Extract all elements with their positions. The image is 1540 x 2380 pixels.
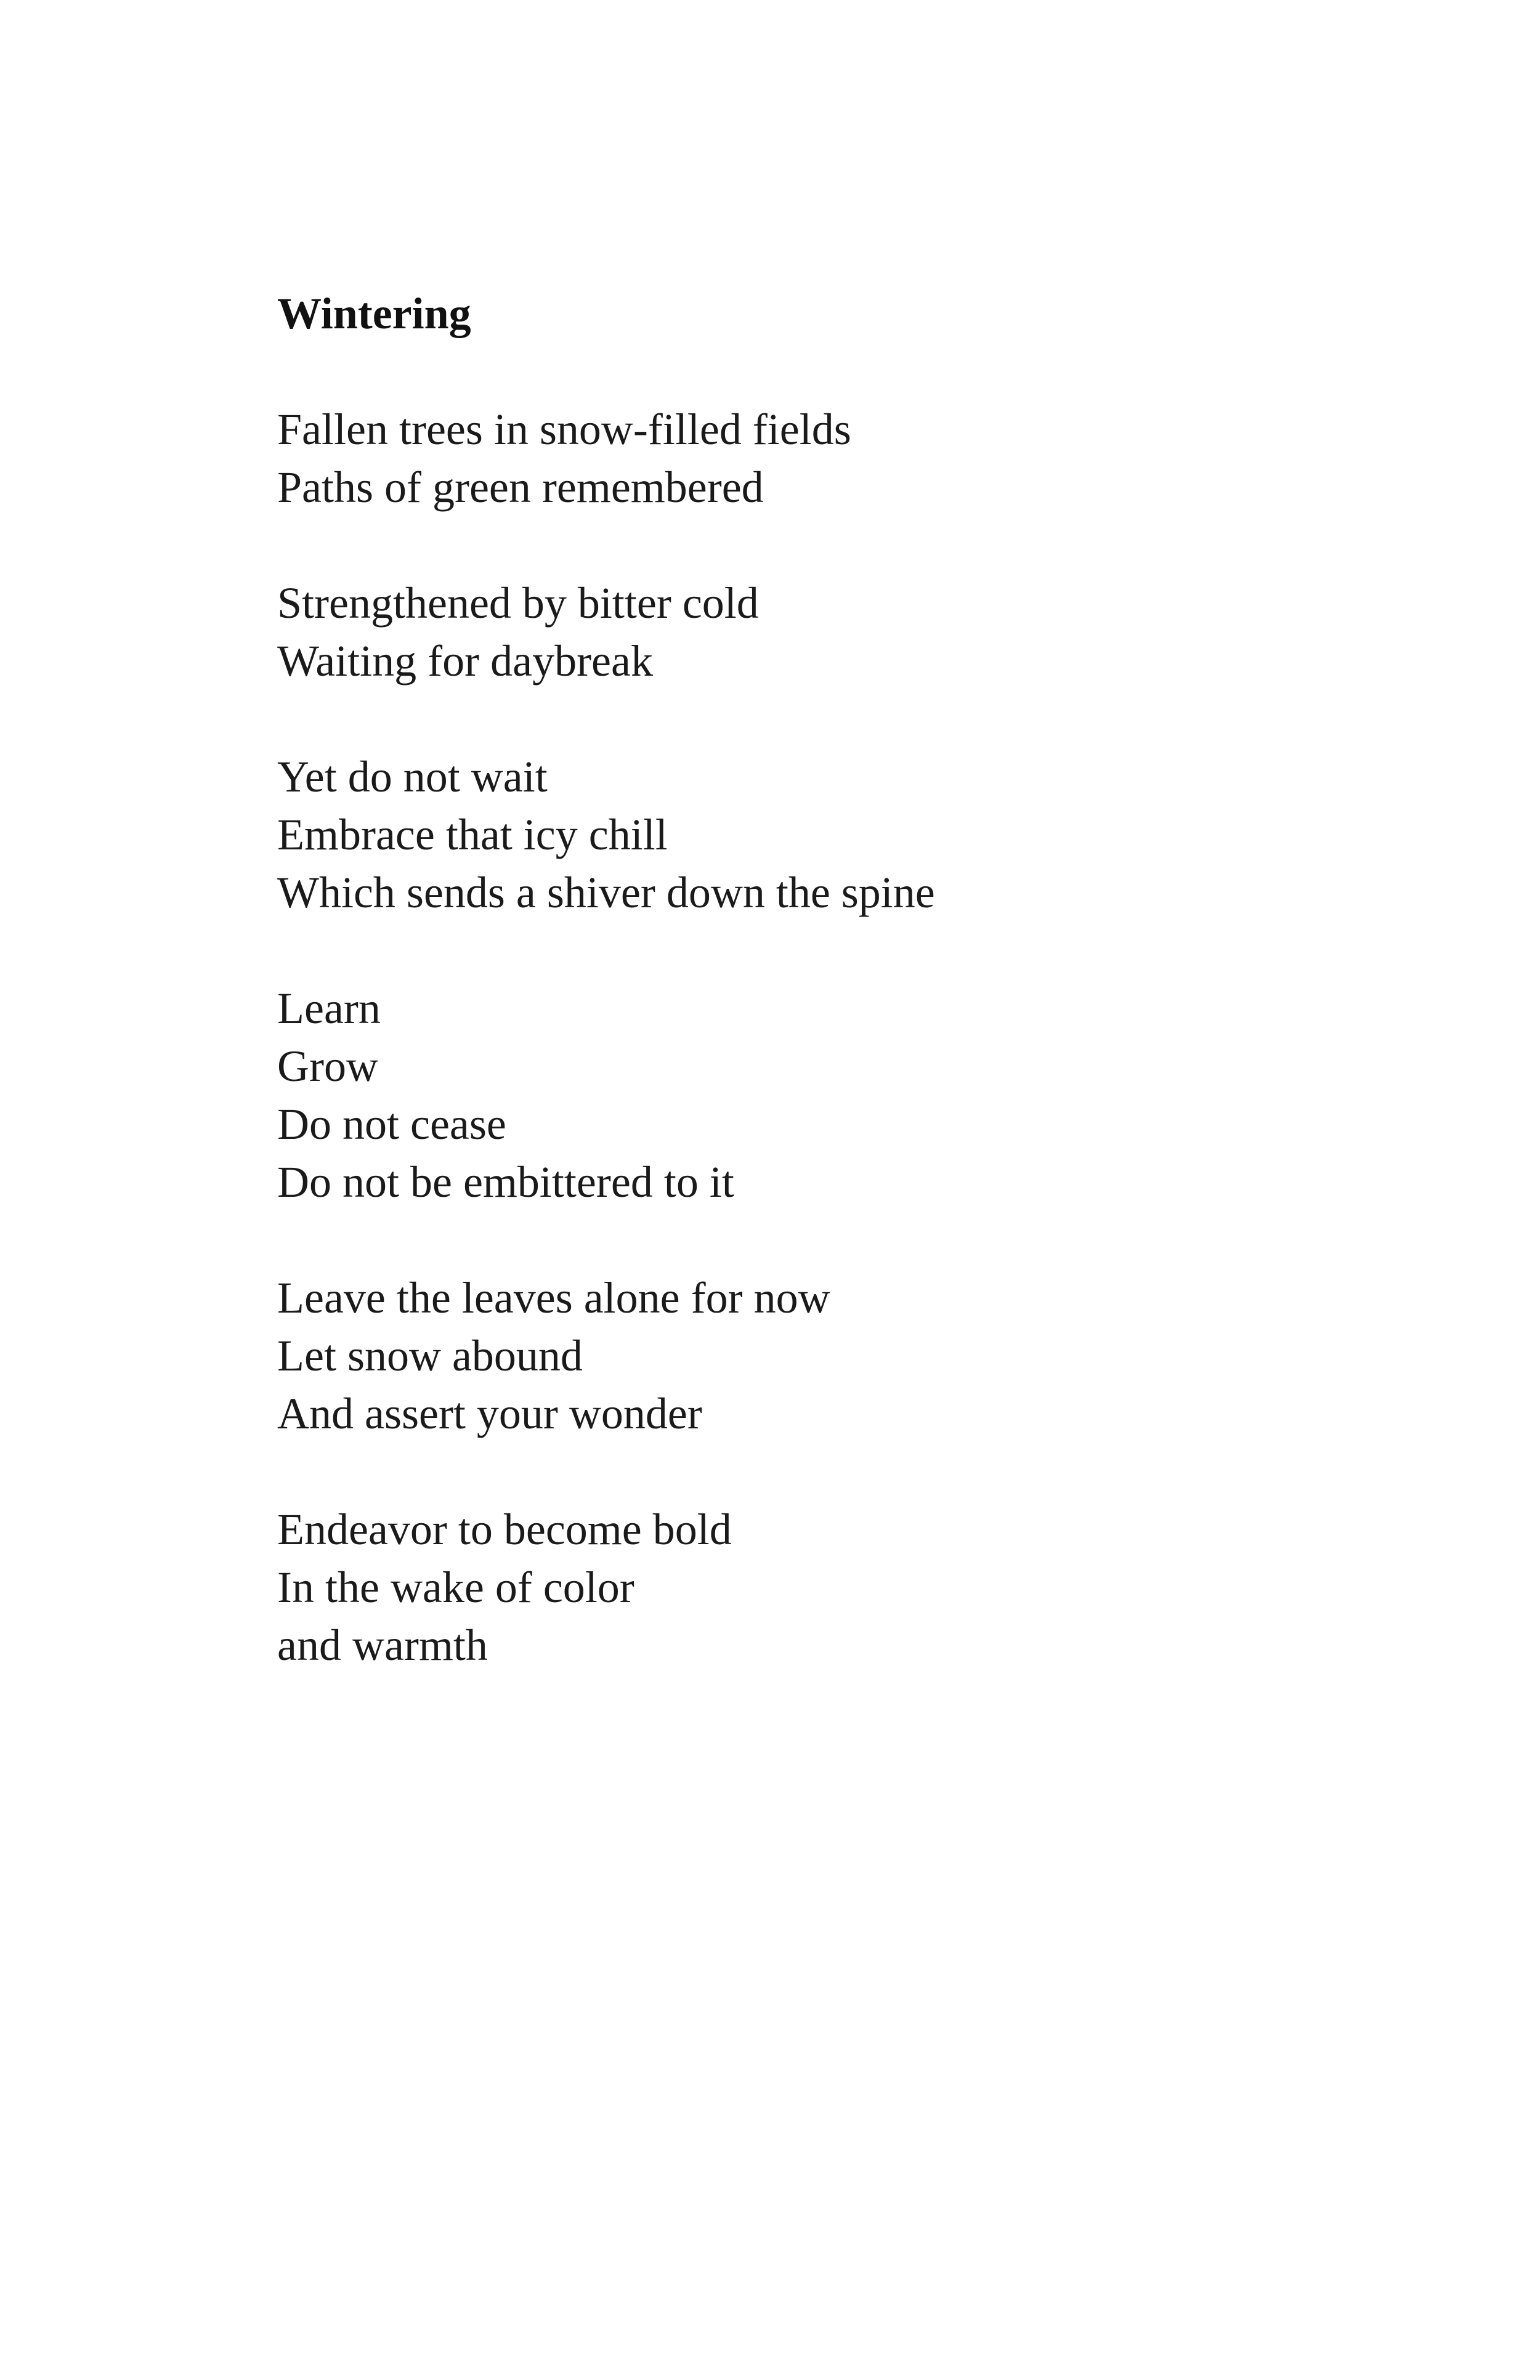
stanza xyxy=(277,748,1448,921)
poem-line: Do not be embittered to it xyxy=(277,1157,734,1207)
poem-line: Strengthened by bitter cold xyxy=(277,578,759,628)
poem-line: and warmth xyxy=(277,1621,488,1670)
poem-line: Learn xyxy=(277,984,381,1033)
stanza xyxy=(277,979,1448,1211)
poem-line: Endeavor to become bold xyxy=(277,1505,732,1554)
poem-line: And assert your wonder xyxy=(277,1389,702,1438)
stanza xyxy=(277,574,1448,690)
poem-line: Leave the leaves alone for now xyxy=(277,1273,830,1322)
poem xyxy=(277,285,1448,1674)
poem-line: Fallen trees in snow-filled fields xyxy=(277,405,851,454)
stanza xyxy=(277,1500,1448,1674)
poem-title: Wintering xyxy=(277,289,471,338)
stanza xyxy=(277,400,1448,516)
poem-line: Which sends a shiver down the spine xyxy=(277,868,935,917)
poem-line: Yet do not wait xyxy=(277,752,548,801)
poem-line: In the wake of color xyxy=(277,1563,634,1612)
poem-line: Do not cease xyxy=(277,1099,506,1149)
poem-line: Embrace that icy chill xyxy=(277,810,668,859)
poem-line: Waiting for daybreak xyxy=(277,636,653,686)
poem-line: Grow xyxy=(277,1042,378,1091)
poem-line: Paths of green remembered xyxy=(277,463,764,512)
stanza xyxy=(277,1269,1448,1443)
poem-line: Let snow abound xyxy=(277,1331,583,1380)
